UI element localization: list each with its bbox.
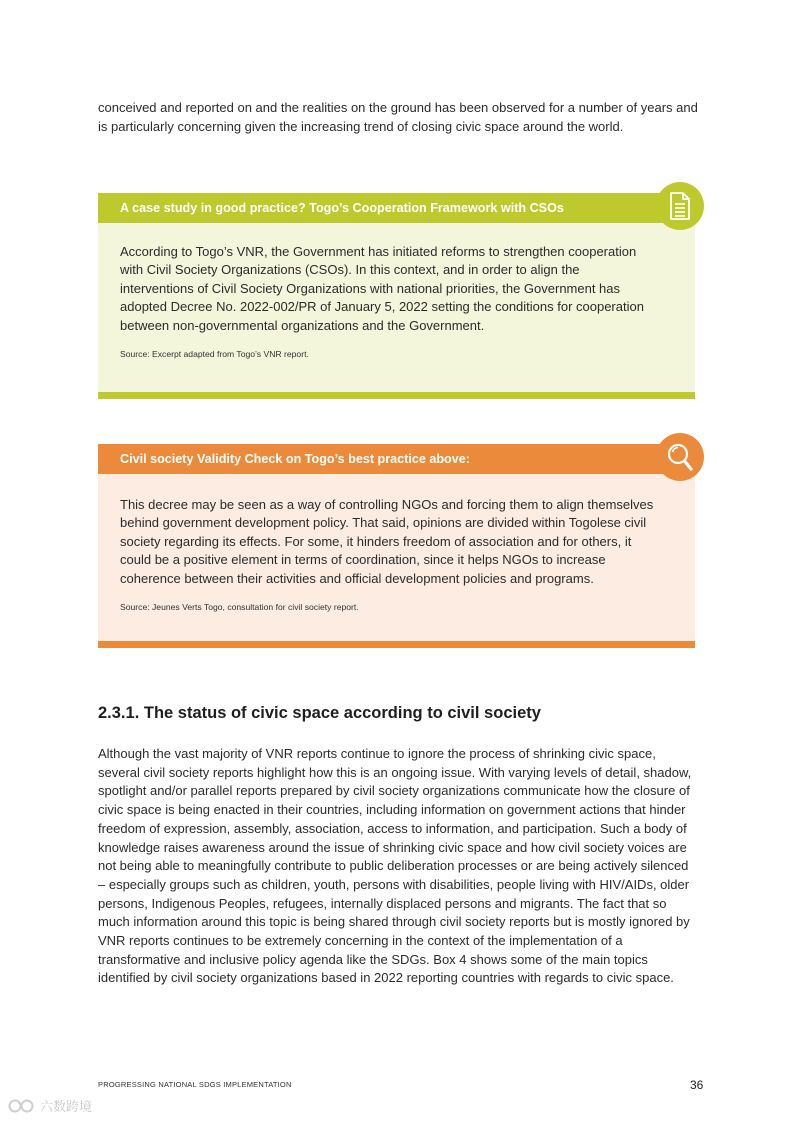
section-paragraph: Although the vast majority of VNR reports continue to ignore the process of shrinking civic space, several civil society reports highlight how this is an ongoing issue. With varying levels of detail, shadow, spotlight and/or parallel reports prepared by civil society organizations communicate how the closure of civic space is being enacted in their countries, including information on government actions that hinder freedom of expression, assembly, association, access to information, and participation. Such a body of knowledge raises awareness around the issue of shrinking civic space and how civil society voices are not being able to meaningfully contribute to public deliberation processes or are being actively silenced – especially groups such as children, youth, persons with disabilities, people living with HIV/AIDs, older persons, Indigenous Peoples, refugees, internally displaced persons and migrants. The fact that so much information around this topic is being shared through civil society reports but is mostly ignored by VNR reports continues to be extremely concerning in the context of the implementation of a transformative and inclusive policy agenda like the SDGs. Box 4 shows some of the main topics identified by civil society organizations based in 2022 reporting countries with regards to civic space. bbox=[98, 746, 692, 986]
watermark-text: 六数跨境 bbox=[40, 1099, 93, 1114]
case-study-source: Source: Excerpt adapted from Togo’s VNR report. bbox=[120, 349, 309, 360]
section-heading: 2.3.1. The status of civic space according to civil society bbox=[98, 704, 541, 722]
case-study-bottom-bar bbox=[98, 392, 695, 399]
case-study-title: A case study in good practice? Togo’s Cooperation Framework with CSOs bbox=[98, 193, 695, 223]
case-study-text: According to Togo’s VNR, the Government has initiated reforms to strengthen cooperation with Civil Society Organizations (CSOs). In this context, and in order to align the interventions of Civil Society Organizations with national priorities, the Government has adopted Decree No. 2022-002/PR of January 5, 2022 setting the conditions for cooperation between non-governmental organizations and the Government. bbox=[120, 244, 644, 333]
watermark-logo-icon bbox=[8, 1098, 36, 1114]
validity-check-bottom-bar bbox=[98, 641, 695, 648]
validity-check-text: This decree may be seen as a way of controlling NGOs and forcing them to align themselves behind government development policy. That said, opinions are divided within Togolese civil society regarding its effects. For some, it hinders freedom of association and for others, it could be a positive element in terms of coordination, since it helps NGOs to increase coherence between their activities and official development policies and programs. bbox=[120, 497, 654, 586]
validity-check-source: Source: Jeunes Verts Togo, consultation for civil society report. bbox=[120, 602, 359, 613]
validity-check-title: Civil society Validity Check on Togo’s best practice above: bbox=[98, 444, 695, 474]
intro-paragraph: conceived and reported on and the realities on the ground has been observed for a number of years and is particularly concerning given the increasing trend of closing civic space around the world. bbox=[98, 100, 698, 134]
validity-check-body-panel bbox=[98, 474, 695, 641]
case-study-body-panel bbox=[98, 223, 695, 392]
footer-title: PROGRESSING NATIONAL SDGS IMPLEMENTATION bbox=[98, 1080, 292, 1089]
magnifier-icon bbox=[656, 433, 704, 481]
page-number: 36 bbox=[690, 1078, 704, 1092]
document-icon bbox=[656, 182, 704, 230]
watermark bbox=[8, 1096, 92, 1115]
